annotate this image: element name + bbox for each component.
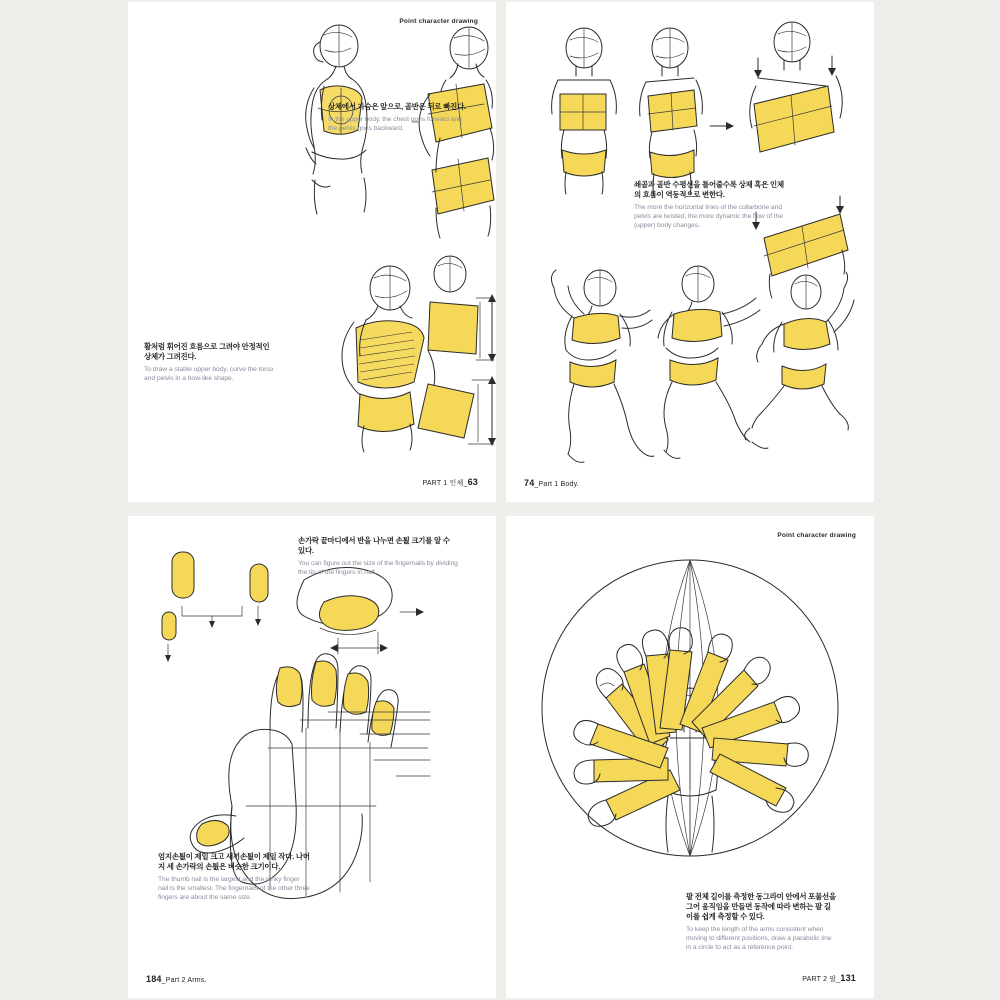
caption-arm-length-circle: 팔 전체 길이를 측정한 동그라미 안에서 포물선을 그어 움직임을 만들면 동작에 따라 변하는 팔 길이를 쉽게 측정할 수 있다. To keep the length of the arms consistent when moving to different positions, draw a parabolic line in a circle to act as a reference point.: [686, 892, 836, 952]
page-footer: 184_Part 2 Arms.: [146, 974, 207, 984]
page-footer: PART 2 팔_131: [802, 973, 856, 983]
figure-seated-pose-6: [745, 272, 854, 440]
caption-thumb-nail-largest: 엄지손툆이 제일 크고 새끼손툆이 제일 작다. 나머지 세 손가락의 손툆은 비슷한 크기이다. The thumb nail is the largest and the pinky finger nail is the smallest. The fingernails of the other three fingers are about the same size.: [158, 852, 310, 902]
book-page-184: [128, 516, 496, 998]
page-184-illustrations: [128, 516, 496, 998]
radiating-arms: [574, 628, 809, 827]
figure-walking-pose-5: [658, 266, 768, 458]
caption-chest-forward: 상체에서 가슴은 앞으로, 골반은 뒤로 빠진다. In the upper body, the chest goes forward and the pelvis goes backward.: [328, 102, 466, 133]
page-header: Point character drawing: [399, 18, 478, 25]
figure-head-sketch-d: [434, 256, 466, 292]
caption-collarbone-pelvis: 쇄골과 골반 수평선을 틀어줄수록 상체 혹은 인체의 흐름이 역동적으로 변한다. The more the horizontal lines of the collarbone and pelvis are twisted, the more dynamic the flow of the (upper) body changes.: [634, 180, 784, 230]
page-header: Point character drawing: [777, 532, 856, 539]
book-page-131: [506, 516, 874, 998]
book-page-74: [506, 2, 874, 502]
caption-fingernail-size: 손가락 끝마디에서 반을 나누면 손툆 크기를 알 수 있다. You can figure out the size of the fingernails by dividing the tip of the fingers in half.: [298, 536, 458, 577]
figure-front-torso-1: [552, 28, 617, 194]
page-63-illustrations: [128, 2, 496, 502]
page-74-illustrations: [506, 2, 874, 502]
caption-bow-shape: 활처럼 휘어진 흐름으로 그려야 안정적인 상체가 그려진다. To draw a stable upper body, curve the torso and pelvis in a bow-like shape.: [144, 342, 274, 383]
page-footer: PART 1 인체_63: [422, 477, 478, 487]
book-page-63: [128, 2, 496, 502]
nail-size-swatches: [162, 552, 268, 662]
finger-closeup: [297, 568, 424, 654]
figure-dynamic-pose-4: [551, 270, 654, 462]
figure-front-torso-2: [640, 28, 734, 196]
page-footer: 74_Part 1 Body.: [524, 478, 579, 488]
figure-twisted-torso-3: [750, 22, 848, 298]
figure-stacked-boxes-d: [418, 294, 496, 446]
